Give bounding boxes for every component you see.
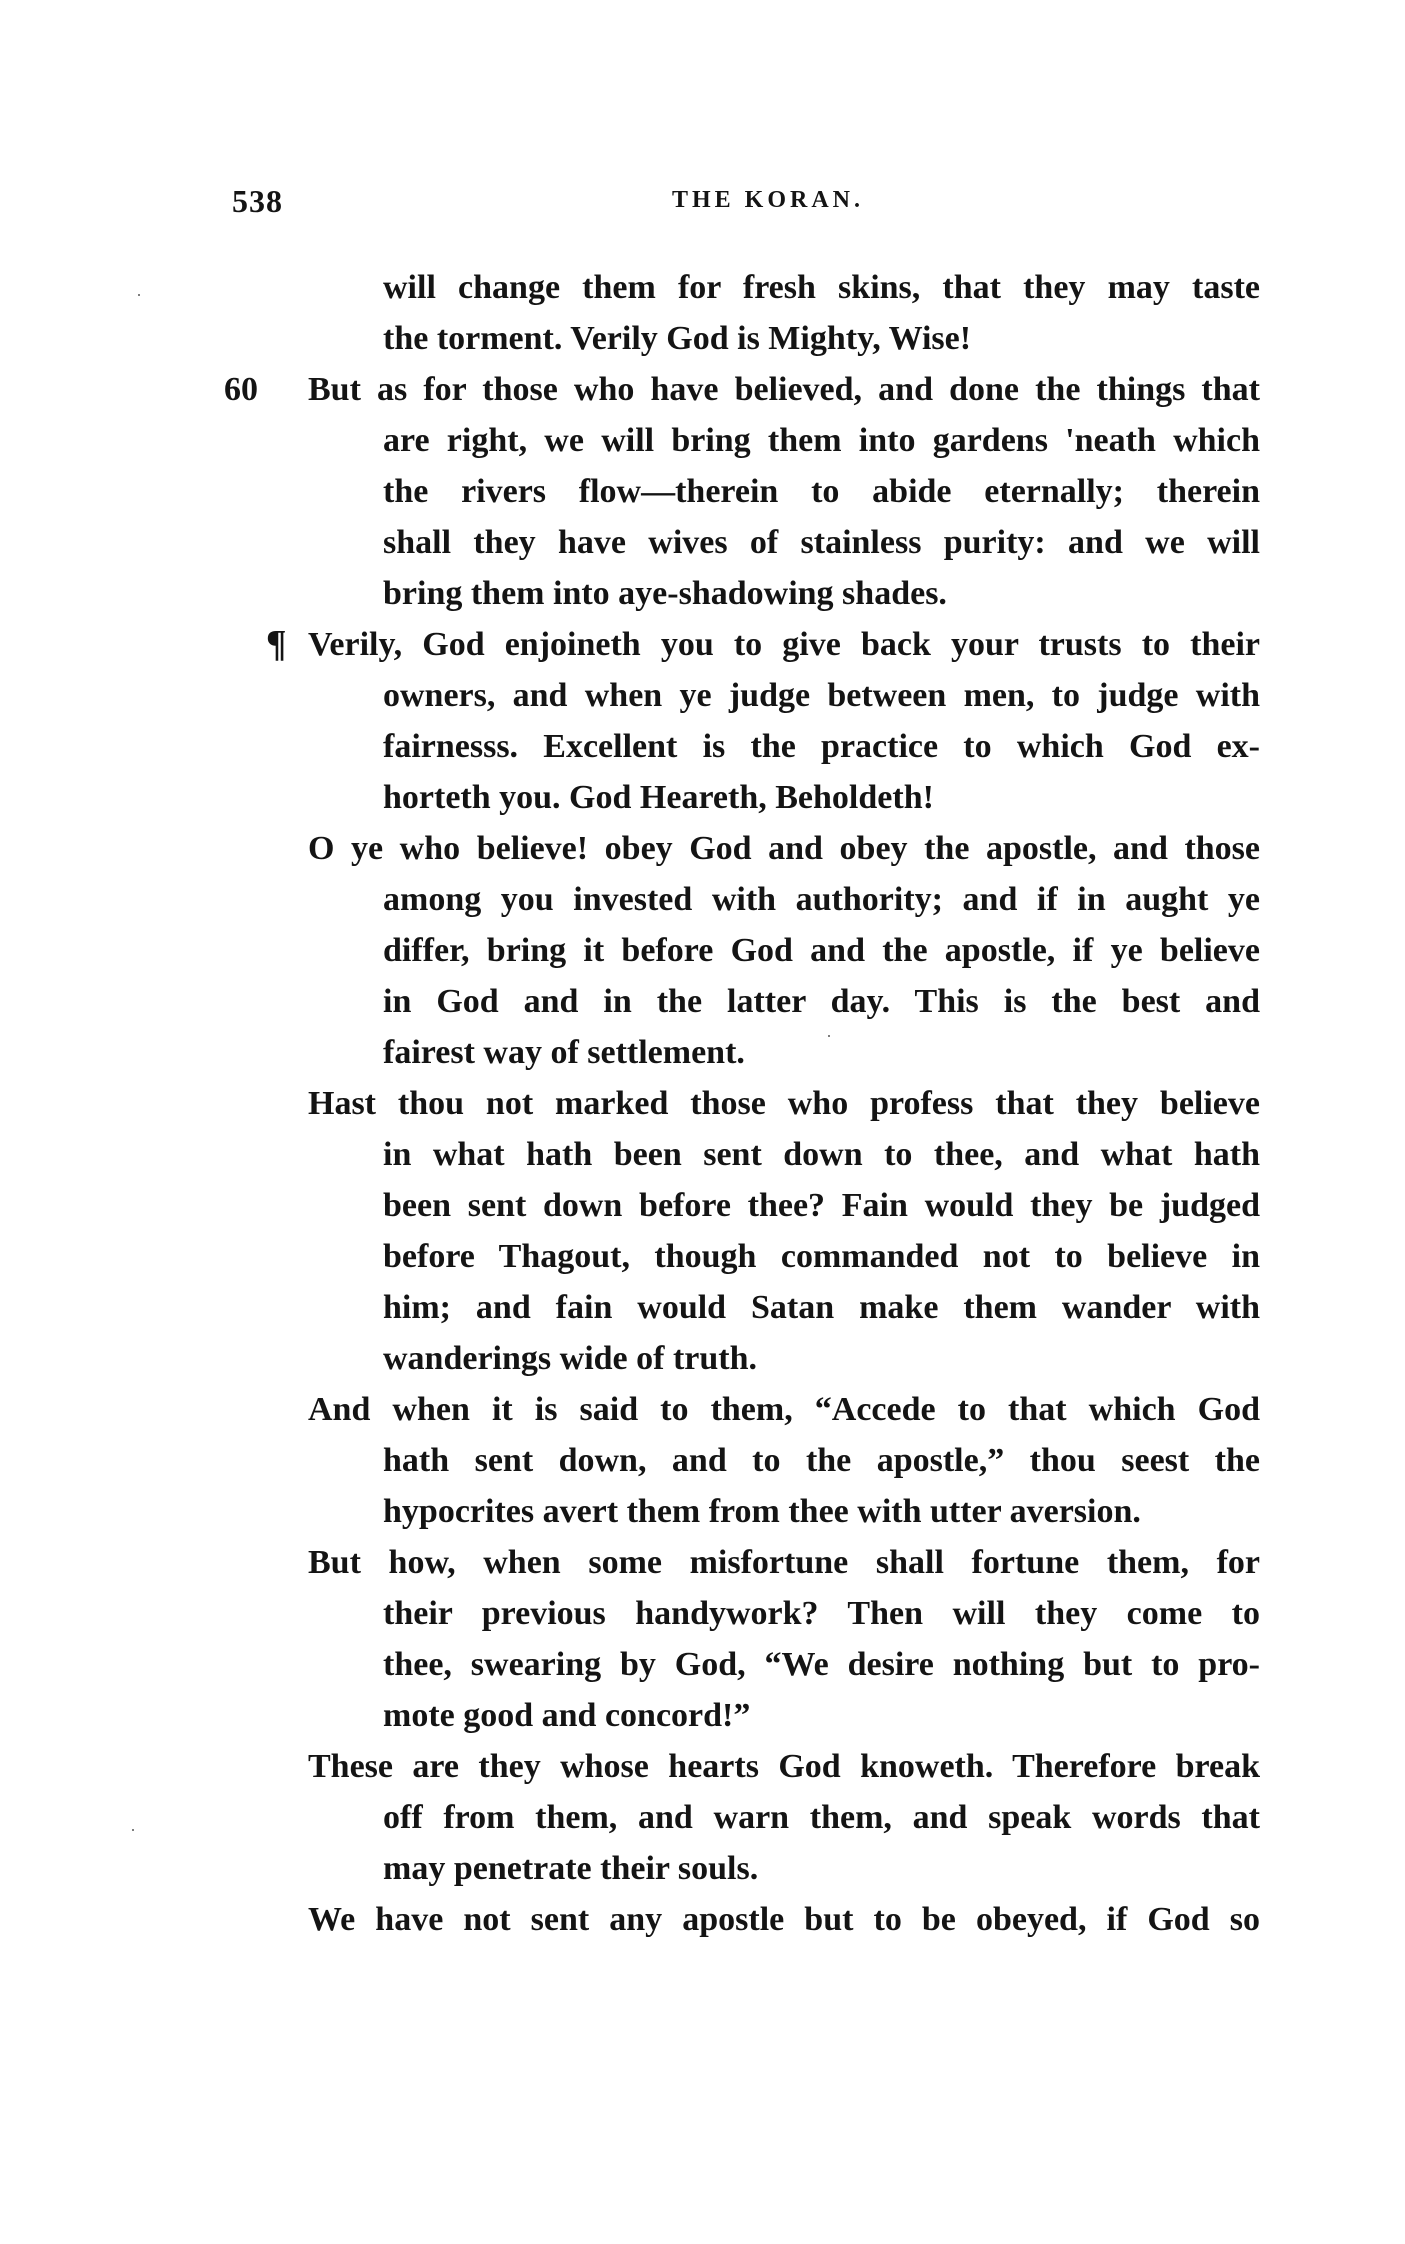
- text-line: been sent down before thee? Fain would they be judged: [383, 1187, 1260, 1224]
- text-line: O ye who believe! obey God and obey the apostle, and those: [308, 830, 1260, 867]
- text-line: differ, bring it before God and the apostle, if ye believe: [383, 932, 1260, 969]
- paragraph: [0, 823, 1405, 1078]
- pilcrow-mark: ¶: [266, 623, 287, 665]
- text-line: off from them, and warn them, and speak words that: [383, 1799, 1260, 1836]
- text-line: among you invested with authority; and if in aught ye: [383, 881, 1260, 918]
- paragraph: [0, 262, 1405, 364]
- text-line: him; and fain would Satan make them wander with: [383, 1289, 1260, 1326]
- paragraph: [0, 364, 1405, 619]
- text-line: their previous handywork? Then will they come to: [383, 1595, 1260, 1632]
- paragraph: [0, 619, 1405, 823]
- text-line: owners, and when ye judge between men, to judge with: [383, 677, 1260, 714]
- text-line: wanderings wide of truth.: [383, 1340, 758, 1377]
- paragraph: [0, 1741, 1405, 1894]
- text-line: hath sent down, and to the apostle,” thou seest the: [383, 1442, 1260, 1479]
- text-line: fairest way of settlement.: [383, 1034, 745, 1071]
- paragraph: [0, 1894, 1405, 1945]
- text-line: may penetrate their souls.: [383, 1850, 759, 1887]
- text-line: fairnesss. Excellent is the practice to which God ex-: [383, 728, 1260, 765]
- text-line: in God and in the latter day. This is the best and: [383, 983, 1260, 1020]
- paragraph: [0, 1384, 1405, 1537]
- paragraph: [0, 1537, 1405, 1741]
- text-line: 60 But as for those who have believed, and done the things that: [0, 364, 1405, 415]
- text-line: thee, swearing by God, “We desire nothing but to pro-: [383, 1646, 1260, 1683]
- verse-number: 60: [224, 371, 258, 408]
- text-line: ¶ Verily, God enjoineth you to give back your trusts to their: [0, 619, 1405, 670]
- text-line: before Thagout, though commanded not to believe in: [383, 1238, 1260, 1275]
- text-line: shall they have wives of stainless purity: and we will: [383, 524, 1260, 561]
- text-line: are right, we will bring them into gardens 'neath which: [383, 422, 1260, 459]
- text-line: will change them for fresh skins, that they may taste: [383, 269, 1260, 306]
- running-head: [232, 183, 1262, 223]
- text-line: These are they whose hearts God knoweth. Therefore break: [308, 1748, 1260, 1785]
- scan-speck: [138, 294, 140, 296]
- scan-speck: [132, 1829, 134, 1831]
- text-line: horteth you. God Heareth, Beholdeth!: [383, 779, 934, 816]
- page-number: 538: [232, 183, 283, 219]
- running-title: THE KORAN.: [672, 187, 865, 213]
- text-line: Hast thou not marked those who profess that they believe: [308, 1085, 1260, 1122]
- text-line: hypocrites avert them from thee with utter aversion.: [383, 1493, 1141, 1530]
- text-line: We have not sent any apostle but to be obeyed, if God so: [308, 1901, 1260, 1938]
- text-line: mote good and concord!”: [383, 1697, 751, 1734]
- paragraph: [0, 1078, 1405, 1384]
- text-line: But how, when some misfortune shall fortune them, for: [308, 1544, 1260, 1581]
- text-line: the torment. Verily God is Mighty, Wise!: [383, 320, 972, 357]
- text-line: bring them into aye-shadowing shades.: [383, 575, 947, 612]
- text-line: And when it is said to them, “Accede to that which God: [308, 1391, 1260, 1428]
- text-line: the rivers flow—therein to abide eternally; therein: [383, 473, 1260, 510]
- text-line: in what hath been sent down to thee, and what hath: [383, 1136, 1260, 1173]
- text-block: [0, 262, 1405, 1945]
- scan-speck: [828, 1035, 830, 1037]
